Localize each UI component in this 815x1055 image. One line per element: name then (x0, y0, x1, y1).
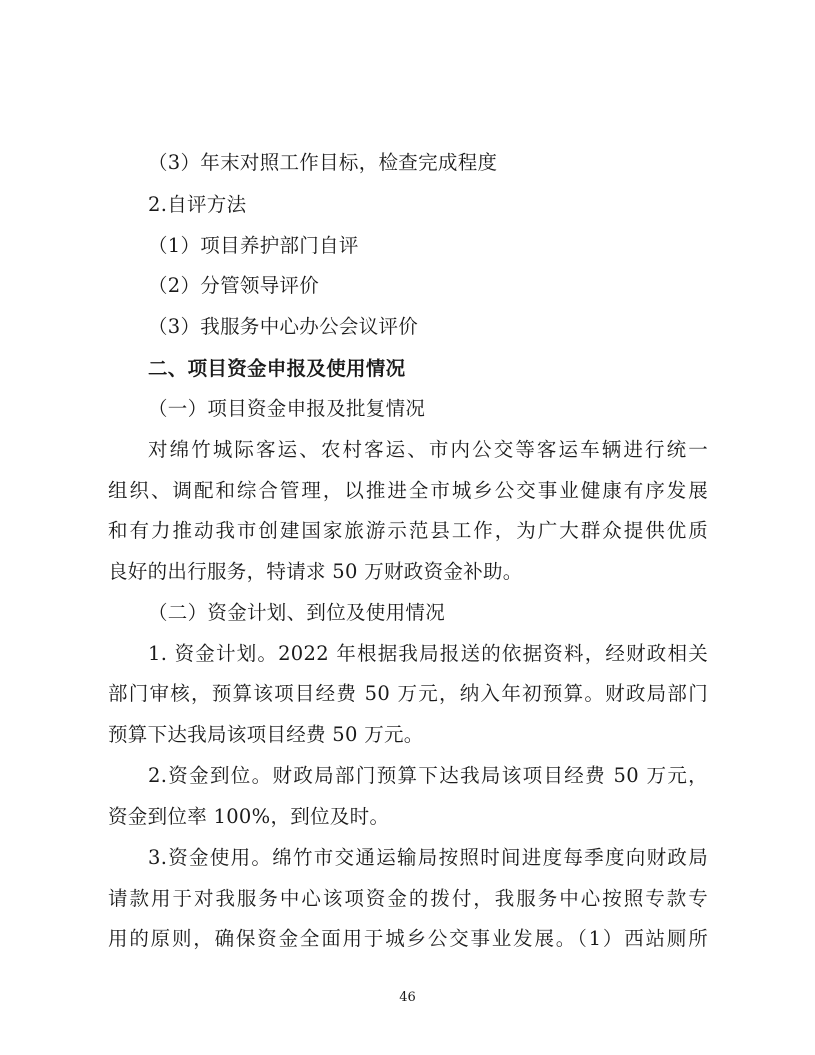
paragraph-line: 对绵竹城际客运、农村客运、市内公交等客运车辆进行统一 (148, 438, 708, 461)
paragraph-line: 预算下达我局该项目经费 50 万元。 (108, 723, 424, 746)
list-item-year-end-check: （3）年末对照工作目标，检查完成程度 (148, 151, 498, 174)
paragraph-line: 部门审核，预算该项目经费 50 万元，纳入年初预算。财政局部门 (108, 682, 708, 705)
paragraph-line: 良好的出行服务，特请求 50 万财政资金补助。 (108, 560, 523, 583)
paragraph-line: 资金到位率 100%，到位及时。 (108, 805, 390, 828)
paragraph-line: 3.资金使用。绵竹市交通运输局按照时间进度每季度向财政局 (148, 846, 708, 869)
page-number: 46 (399, 990, 416, 1005)
paragraph-line: 和有力推动我市创建国家旅游示范县工作，为广大群众提供优质 (108, 519, 708, 542)
list-item-department-self-evaluation: （1）项目养护部门自评 (148, 234, 359, 257)
paragraph-line: 1. 资金计划。2022 年根据我局报送的依据资料，经财政相关 (148, 642, 708, 665)
subheading-funds-application: （一）项目资金申报及批复情况 (148, 397, 426, 420)
list-item-office-meeting-evaluation: （3）我服务中心办公会议评价 (148, 315, 419, 338)
paragraph-line: 用的原则，确保资金全面用于城乡公交事业发展。（1）西站厕所 (108, 927, 708, 950)
paragraph-line: 2.资金到位。财政局部门预算下达我局该项目经费 50 万元， (148, 764, 708, 787)
paragraph-line: 请款用于对我服务中心该项资金的拨付，我服务中心按照专款专 (108, 887, 708, 910)
paragraph-line: 组织、调配和综合管理，以推进全市城乡公交事业健康有序发展 (108, 479, 708, 502)
list-item-leader-evaluation: （2）分管领导评价 (148, 274, 320, 297)
heading-project-funds: 二、项目资金申报及使用情况 (148, 357, 406, 380)
subheading-funds-plan: （二）资金计划、到位及使用情况 (148, 601, 446, 624)
section-self-evaluation-method: 2.自评方法 (148, 193, 247, 216)
